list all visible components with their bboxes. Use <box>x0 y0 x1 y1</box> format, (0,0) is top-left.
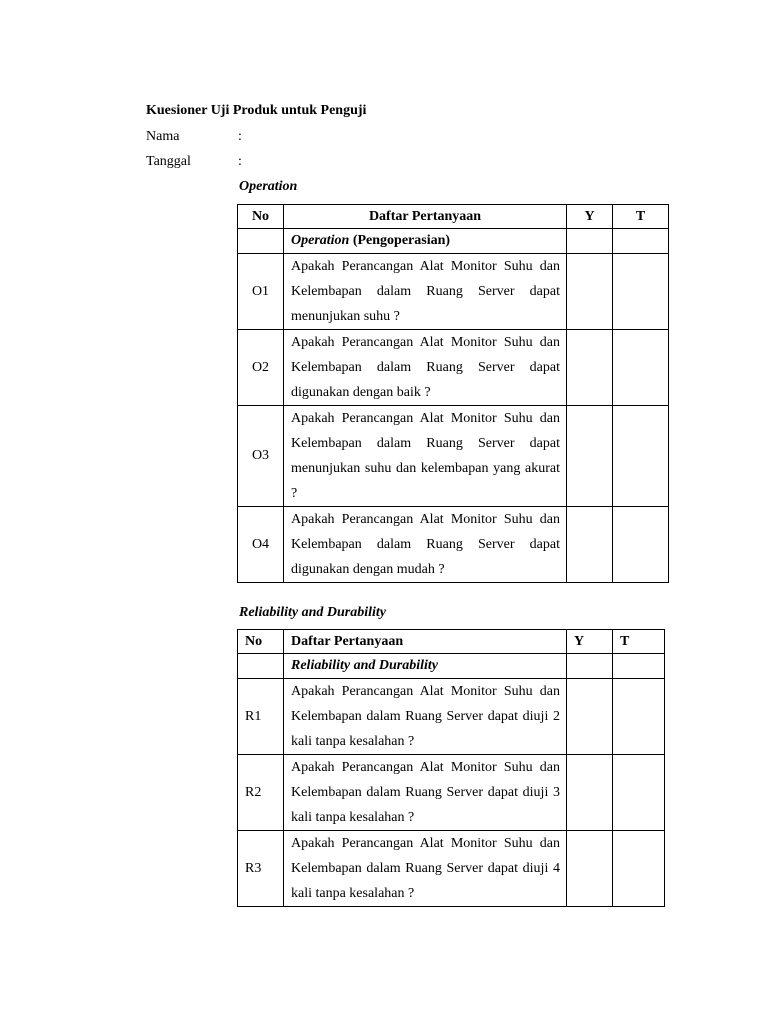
row-no: O3 <box>238 406 284 507</box>
subheader-italic: Operation <box>291 233 350 248</box>
table-header-row <box>238 630 665 654</box>
field-colon-nama: : <box>238 129 242 144</box>
subheader-no-cell <box>238 654 284 679</box>
field-colon-tanggal: : <box>238 154 242 169</box>
answer-t-cell[interactable] <box>613 831 665 907</box>
header-t: T <box>613 630 665 654</box>
subheader-cell <box>284 229 567 254</box>
answer-y-cell[interactable] <box>567 507 613 583</box>
subheader-t-cell <box>613 654 665 679</box>
header-question: Daftar Pertanyaan <box>284 205 567 229</box>
answer-t-cell[interactable] <box>613 679 665 755</box>
answer-t-cell[interactable] <box>613 406 669 507</box>
row-question: Apakah Perancangan Alat Monitor Suhu dan Kelembapan dalam Ruang Server dapat diuji 3 kali tanpa kesalahan ? <box>284 755 567 831</box>
row-question: Apakah Perancangan Alat Monitor Suhu dan Kelembapan dalam Ruang Server dapat menunjukan suhu ? <box>284 254 567 330</box>
row-question: Apakah Perancangan Alat Monitor Suhu dan Kelembapan dalam Ruang Server dapat digunakan dengan baik ? <box>284 330 567 406</box>
row-no: R3 <box>238 831 284 907</box>
table-subheader-row <box>238 229 669 254</box>
answer-y-cell[interactable] <box>567 330 613 406</box>
table-row <box>238 406 669 507</box>
table-subheader-row <box>238 654 665 679</box>
answer-t-cell[interactable] <box>613 330 669 406</box>
row-no: O1 <box>238 254 284 330</box>
table-row <box>238 507 669 583</box>
header-question: Daftar Pertanyaan <box>284 630 567 654</box>
table-header-row <box>238 205 669 229</box>
field-label-nama: Nama <box>146 129 180 144</box>
subheader-y-cell <box>567 654 613 679</box>
answer-y-cell[interactable] <box>567 254 613 330</box>
section-title-operation: Operation <box>239 179 298 194</box>
subheader-cell: Reliability and Durability <box>284 654 567 679</box>
header-no: No <box>238 630 284 654</box>
table-row <box>238 831 665 907</box>
header-y: Y <box>567 205 613 229</box>
row-no: O2 <box>238 330 284 406</box>
answer-y-cell[interactable] <box>567 406 613 507</box>
reliability-table <box>237 629 665 907</box>
answer-t-cell[interactable] <box>613 254 669 330</box>
field-label-tanggal: Tanggal <box>146 154 191 169</box>
header-t: T <box>613 205 669 229</box>
answer-y-cell[interactable] <box>567 831 613 907</box>
table-row <box>238 254 669 330</box>
subheader-rest: (Pengoperasian) <box>349 233 451 248</box>
answer-t-cell[interactable] <box>613 507 669 583</box>
subheader-t-cell <box>613 229 669 254</box>
row-no: R1 <box>238 679 284 755</box>
row-question: Apakah Perancangan Alat Monitor Suhu dan Kelembapan dalam Ruang Server dapat diuji 2 kali tanpa kesalahan ? <box>284 679 567 755</box>
answer-y-cell[interactable] <box>567 755 613 831</box>
row-question: Apakah Perancangan Alat Monitor Suhu dan Kelembapan dalam Ruang Server dapat diuji 4 kali tanpa kesalahan ? <box>284 831 567 907</box>
header-no: No <box>238 205 284 229</box>
table-row <box>238 755 665 831</box>
table-row <box>238 679 665 755</box>
row-no: R2 <box>238 755 284 831</box>
table-row <box>238 330 669 406</box>
header-y: Y <box>567 630 613 654</box>
answer-t-cell[interactable] <box>613 755 665 831</box>
section-title-reliability: Reliability and Durability <box>239 605 387 620</box>
document-title: Kuesioner Uji Produk untuk Penguji <box>146 103 367 118</box>
subheader-y-cell <box>567 229 613 254</box>
subheader-no-cell <box>238 229 284 254</box>
row-question: Apakah Perancangan Alat Monitor Suhu dan Kelembapan dalam Ruang Server dapat menunjukan suhu dan kelembapan yang akurat ? <box>284 406 567 507</box>
operation-table <box>237 204 669 583</box>
row-question: Apakah Perancangan Alat Monitor Suhu dan Kelembapan dalam Ruang Server dapat digunakan dengan mudah ? <box>284 507 567 583</box>
row-no: O4 <box>238 507 284 583</box>
answer-y-cell[interactable] <box>567 679 613 755</box>
